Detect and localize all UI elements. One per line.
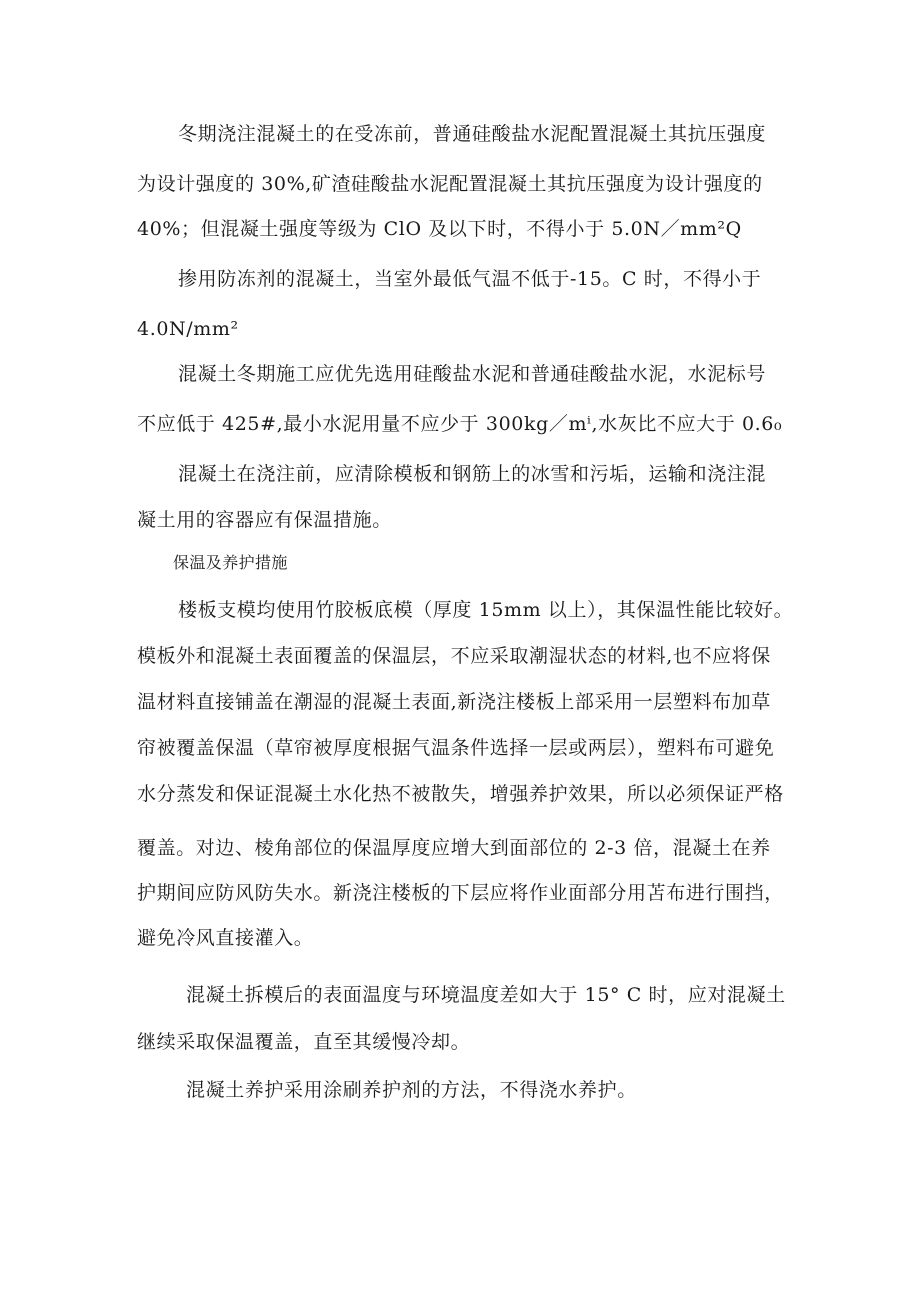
paragraph-6-line-1: 混凝土拆模后的表面温度与环境温度差如大于 15° C 时，应对混凝土 bbox=[186, 984, 786, 1006]
paragraph-7-line-1: 混凝土养护采用涂刷养护剂的方法，不得浇水养护。 bbox=[186, 1079, 637, 1101]
section-heading: 保温及养护措施 bbox=[173, 553, 288, 572]
paragraph-5-line-6: 覆盖。对边、棱角部位的保温厚度应增大到面部位的 2-3 倍，混凝土在养 bbox=[137, 837, 771, 859]
paragraph-2-line-2: 4.0N/mm² bbox=[137, 318, 239, 340]
paragraph-6-line-2: 继续采取保温覆盖，直至其缓慢冷却。 bbox=[137, 1031, 471, 1053]
paragraph-2-line-1: 掺用防冻剂的混凝土，当室外最低气温不低于-15。C 时，不得小于 bbox=[178, 268, 762, 290]
paragraph-3-line-1: 混凝土冬期施工应优先选用硅酸盐水泥和普通硅酸盐水泥，水泥标号 bbox=[178, 363, 767, 385]
paragraph-5-line-8: 避免冷风直接灌入。 bbox=[137, 927, 314, 949]
paragraph-5-line-3: 温材料直接铺盖在潮湿的混凝土表面,新浇注楼板上部采用一层塑料布加草 bbox=[137, 691, 771, 713]
paragraph-5-line-2: 模板外和混凝土表面覆盖的保温层，不应采取潮湿状态的材料,也不应将保 bbox=[137, 645, 771, 667]
paragraph-4-line-1: 混凝土在浇注前，应清除模板和钢筋上的冰雪和污垢，运输和浇注混 bbox=[178, 463, 767, 485]
paragraph-3-line-2: 不应低于 425#,最小水泥用量不应少于 300kg／mⁱ,水灰比不应大于 0.6₀ bbox=[137, 413, 783, 435]
paragraph-4-line-2: 凝土用的容器应有保温措施。 bbox=[137, 509, 392, 531]
paragraph-5-line-5: 水分蒸发和保证混凝土水化热不被散失，增强养护效果，所以必须保证严格 bbox=[137, 783, 784, 805]
paragraph-1-line-2: 为设计强度的 30%,矿渣硅酸盐水泥配置混凝土其抗压强度为设计强度的 bbox=[137, 173, 763, 195]
paragraph-1-line-1: 冬期浇注混凝土的在受冻前，普通硅酸盐水泥配置混凝土其抗压强度 bbox=[178, 123, 767, 145]
paragraph-1-line-3: 40%；但混凝土强度等级为 ClO 及以下时，不得小于 5.0N／mm²Q bbox=[137, 218, 742, 240]
paragraph-5-line-7: 护期间应防风防失水。新浇注楼板的下层应将作业面部分用苫布进行围挡， bbox=[137, 882, 784, 904]
paragraph-5-line-4: 帘被覆盖保温（草帘被厚度根据气温条件选择一层或两层），塑料布可避免 bbox=[137, 737, 775, 759]
paragraph-5-line-1: 楼板支模均使用竹胶板底模（厚度 15mm 以上），其保温性能比较好。 bbox=[178, 599, 794, 621]
